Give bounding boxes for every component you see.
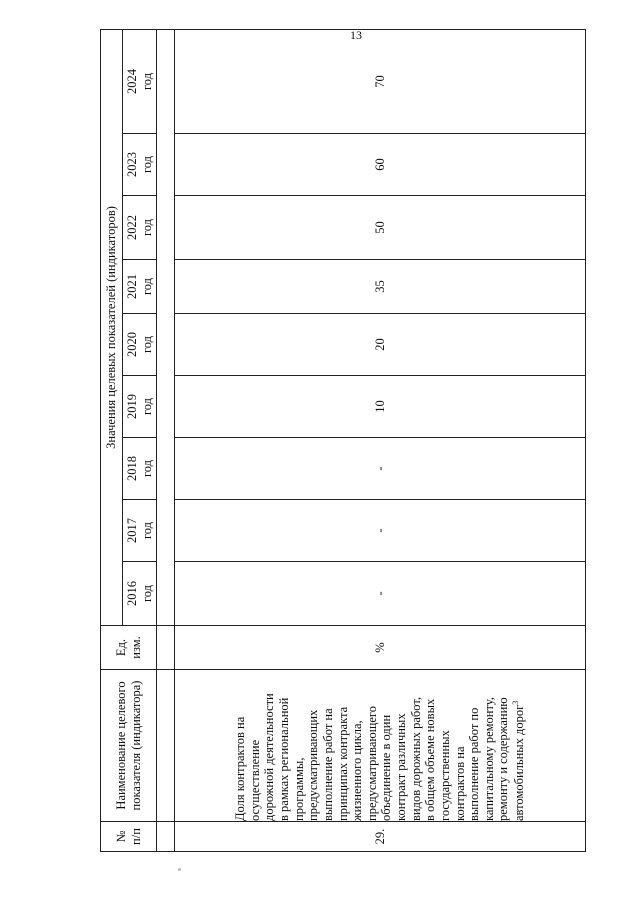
year-unit-label: год: [139, 218, 154, 237]
indicator-name-line: осуществление: [247, 739, 262, 821]
year-label: 2019: [124, 394, 139, 419]
value-2020: 20: [175, 314, 586, 376]
year-label: 2018: [124, 456, 139, 481]
indicator-name-line: видов дорожных работ,: [408, 696, 423, 821]
year-unit-label: год: [139, 584, 154, 603]
year-label: 2021: [124, 274, 139, 299]
value-2023: 60: [175, 134, 586, 196]
indicator-name-line: выполнение работ на: [320, 708, 335, 821]
indicator-name-line: в рамках региональной: [277, 697, 292, 821]
header-year-2020: [123, 314, 157, 376]
footnote-marker: 3: [511, 700, 521, 705]
year-unit-label: год: [139, 72, 154, 91]
indicator-name-line: Доля контрактов на: [233, 716, 248, 821]
indicator-name-line: предусматривающих: [306, 709, 321, 821]
header-no-line2: п/п: [128, 828, 143, 845]
year-unit-label: год: [139, 459, 154, 478]
spacer-cell: [157, 822, 175, 852]
header-name-line1: Наименование целевого: [113, 681, 128, 810]
indicator-name-lines: [233, 670, 527, 821]
header-year-2022: [123, 196, 157, 260]
year-label: 2017: [124, 518, 139, 543]
value-2018: -: [175, 438, 586, 500]
header-year-2021: [123, 260, 157, 314]
indicator-name-line: жизненного цикла,: [350, 720, 365, 821]
spacer-row: [157, 29, 175, 851]
header-year-2019: [123, 376, 157, 438]
header-no: [101, 822, 157, 852]
table-row: [175, 29, 586, 851]
header-year-2024: [123, 29, 157, 133]
header-no-line1: №: [113, 830, 128, 843]
indicator-name-line: принципах контракта: [335, 706, 350, 821]
row-number: 29.: [175, 822, 586, 852]
indicator-name-line: объединение в один: [379, 714, 394, 821]
header-year-2018: [123, 438, 157, 500]
value-2024: 70: [175, 29, 586, 133]
spacer-cell: [157, 626, 175, 670]
value-2016: -: [175, 562, 586, 626]
year-unit-label: год: [139, 335, 154, 354]
year-label: 2020: [124, 332, 139, 357]
indicator-name-line: выполнение работ по: [467, 707, 482, 821]
header-values-group: Значения целевых показателей (индикаторов): [101, 29, 123, 625]
year-unit-label: год: [139, 155, 154, 174]
header-year-2016: [123, 562, 157, 626]
indicator-name-line: контрактов на: [452, 746, 467, 821]
indicator-name-line: автомобильных дорог$^3$: [511, 700, 527, 821]
indicator-name-line: предусматривающего: [364, 706, 379, 821]
value-2021: 35: [175, 260, 586, 314]
spacer-cell: [157, 670, 175, 822]
year-label: 2022: [124, 215, 139, 240]
scan-speck: [178, 868, 181, 871]
value-2022: 50: [175, 196, 586, 260]
header-name-line2: показателя (индикатора): [128, 680, 143, 811]
indicator-name-line: контракт различных: [394, 713, 409, 821]
year-label: 2023: [124, 152, 139, 177]
spacer-cell: [157, 29, 175, 625]
year-label: 2024: [124, 68, 139, 94]
page-number: 13: [350, 28, 362, 42]
indicator-name-line: капитальному ремонту,: [481, 697, 496, 821]
indicator-name-line: программы,: [291, 757, 306, 821]
header-name: [101, 670, 157, 822]
header-unit-line2: изм.: [128, 636, 143, 659]
indicators-table: [100, 29, 586, 852]
indicator-name-line: дорожной деятельности: [262, 693, 277, 821]
value-2017: -: [175, 500, 586, 562]
value-2019: 10: [175, 376, 586, 438]
indicator-name-line: ремонту и содержанию: [496, 697, 511, 821]
indicator-unit: %: [175, 626, 586, 670]
header-unit: [101, 626, 157, 670]
indicator-name-line: в общем объеме новых: [423, 698, 438, 821]
indicator-name-line: государственных: [437, 730, 452, 821]
header-year-2023: [123, 134, 157, 196]
year-label: 2016: [124, 581, 139, 606]
year-unit-label: год: [139, 397, 154, 416]
header-year-2017: [123, 500, 157, 562]
header-unit-line1: Ед.: [113, 638, 128, 657]
indicator-name: [175, 670, 586, 822]
year-unit-label: год: [139, 521, 154, 540]
rotated-table-wrapper: [100, 66, 586, 852]
year-unit-label: год: [139, 277, 154, 296]
